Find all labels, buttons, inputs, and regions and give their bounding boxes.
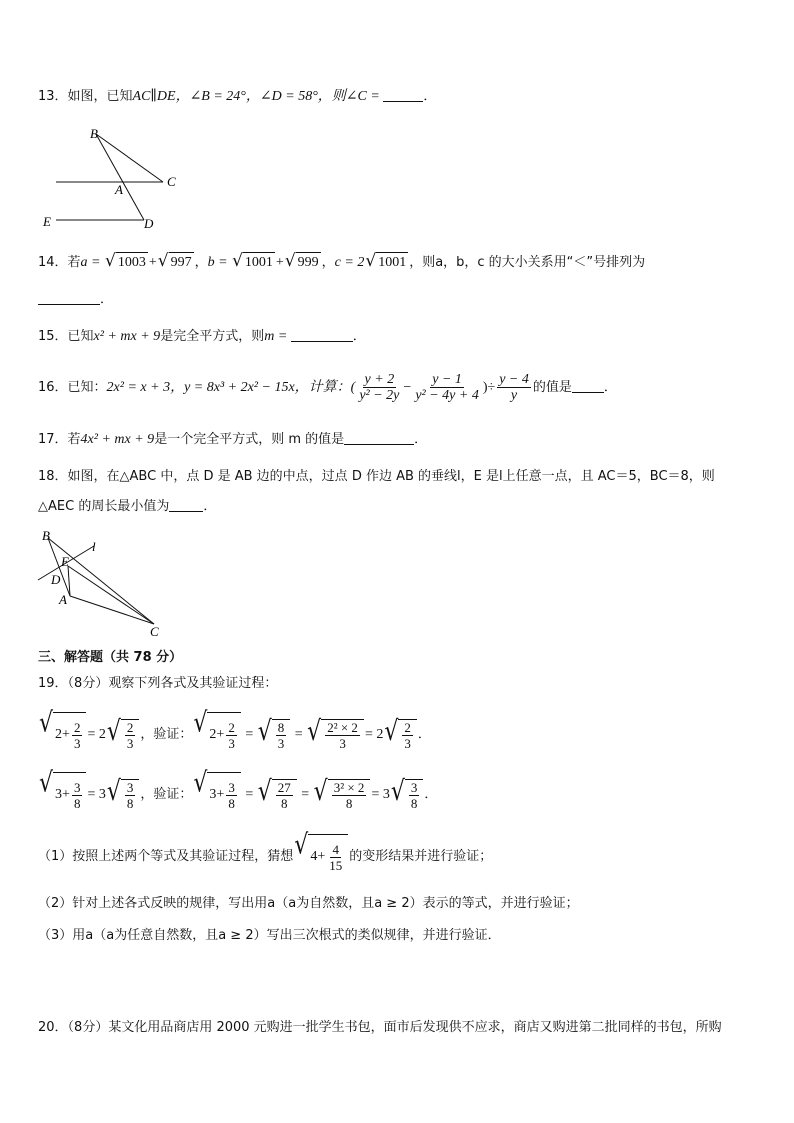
answer-blank <box>291 327 353 342</box>
label-E: E <box>43 214 51 229</box>
label-A: A <box>115 182 123 197</box>
answer-blank <box>344 430 414 445</box>
answer-blank <box>38 290 100 305</box>
question-18-line2: △AEC 的周长最小值为 ． <box>38 499 217 514</box>
answer-blank <box>383 87 423 102</box>
label-l: l <box>92 539 96 554</box>
label-D: D <box>51 572 61 587</box>
sqrt-1001-c: √ 1001 <box>365 251 407 271</box>
q19-part-3: （3）用a（a为任意自然数，且a ≥ 2）写出三次根式的类似规律，并进行验证． <box>38 928 501 943</box>
sqrt-997: √ 997 <box>157 251 192 271</box>
q19-part-2: （2）针对上述各式反映的规律，写出用a（a为自然数，且a ≥ 2）表示的等式，并进行验证； <box>38 896 579 911</box>
question-16: 16．已知：2x² = x + 3，y = 8x³ + 2x² − 15x，计算：( $\frac{y + 2}{\text{y² − 2y}}$ − $\frac{y - 1}{\text{y² − 4y + 4}}$ )÷ $\frac{y - 4}{y}$ 的值是 ． <box>38 372 617 403</box>
question-14-answer: ． <box>38 290 113 310</box>
fraction-1: $\frac{y + 2}{\text{y² − 2y}}$ <box>359 372 400 403</box>
label-C: C <box>150 624 159 639</box>
label-E: E <box>61 554 69 569</box>
question-15: 15．已知x² + mx + 9是完全平方式，则m = ． <box>38 329 366 344</box>
q19-equation-1: √ 2+ $\frac{2}{3}$ = 2 √ $\frac{2}{3}$ ，验证： √ 2+ $\frac{2}{3}$ = √ $\frac{8}{3}$ = √ $\frac{\text{2² × 2}}{3}$ = 2 √ $\frac{2}{3}$ ． <box>38 712 431 757</box>
label-C: C <box>167 174 176 189</box>
question-13: 13．如图，已知AC∥DE，∠B = 24°，∠D = 58°，则∠C = ． <box>38 89 437 104</box>
sqrt-1001: √ 1001 <box>232 251 273 271</box>
question-14: 14．若a = √ 1003 + √ 997 ，b = √ 1001 + √ 999 ，c = 2 √ 1001 ，则a，b，c 的大小关系用“＜”号排列为 <box>38 251 646 271</box>
section-3-heading: 三、解答题（共 78 分） <box>38 650 183 665</box>
label-B: B <box>42 528 50 543</box>
figure-q18 <box>28 524 178 642</box>
answer-blank <box>169 497 203 512</box>
sqrt-1003: √ 1003 <box>105 251 146 271</box>
parallel-expr: AC∥DE <box>132 89 176 104</box>
q19-equation-2: √ 3+ $\frac{3}{8}$ = 3 √ $\frac{3}{8}$ ，验证： √ 3+ $\frac{3}{8}$ = √ $\frac{27}{8}$ = √ $\frac{\text{3² × 2}}{8}$ = 3 √ $\frac{3}{8}$ ． <box>38 772 437 817</box>
label-D: D <box>144 216 154 231</box>
label-A: A <box>59 592 67 607</box>
question-18-line1: 18．如图，在△ABC 中，点 D 是 AB 边的中点，过点 D 作边 AB 的垂线l，E 是l上任意一点，且 AC＝5，BC＝8，则 <box>38 469 715 484</box>
question-19-title: 19．（8分）观察下列各式及其验证过程： <box>38 676 278 691</box>
figure-q13 <box>38 122 188 234</box>
answer-blank <box>572 378 604 393</box>
label-B: B <box>90 126 98 141</box>
question-17: 17．若4x² + mx + 9是一个完全平方式，则 m 的值是 ． <box>38 432 428 447</box>
fraction-3: $\frac{y - 4}{y}$ <box>499 372 529 403</box>
q19-part-1: （1）按照上述两个等式及其验证过程，猜想 √ 4+ $\frac{4}{15}$ 的变形结果并进行验证； <box>38 834 492 879</box>
sqrt-999: √ 999 <box>284 251 319 271</box>
question-20: 20．（8分）某文化用品商店用 2000 元购进一批学生书包，面市后发现供不应求，商店又购进第二批同样的书包，所购 <box>38 1020 722 1035</box>
fraction-2: $\frac{y - 1}{\text{y² − 4y + 4}}$ <box>415 372 479 403</box>
